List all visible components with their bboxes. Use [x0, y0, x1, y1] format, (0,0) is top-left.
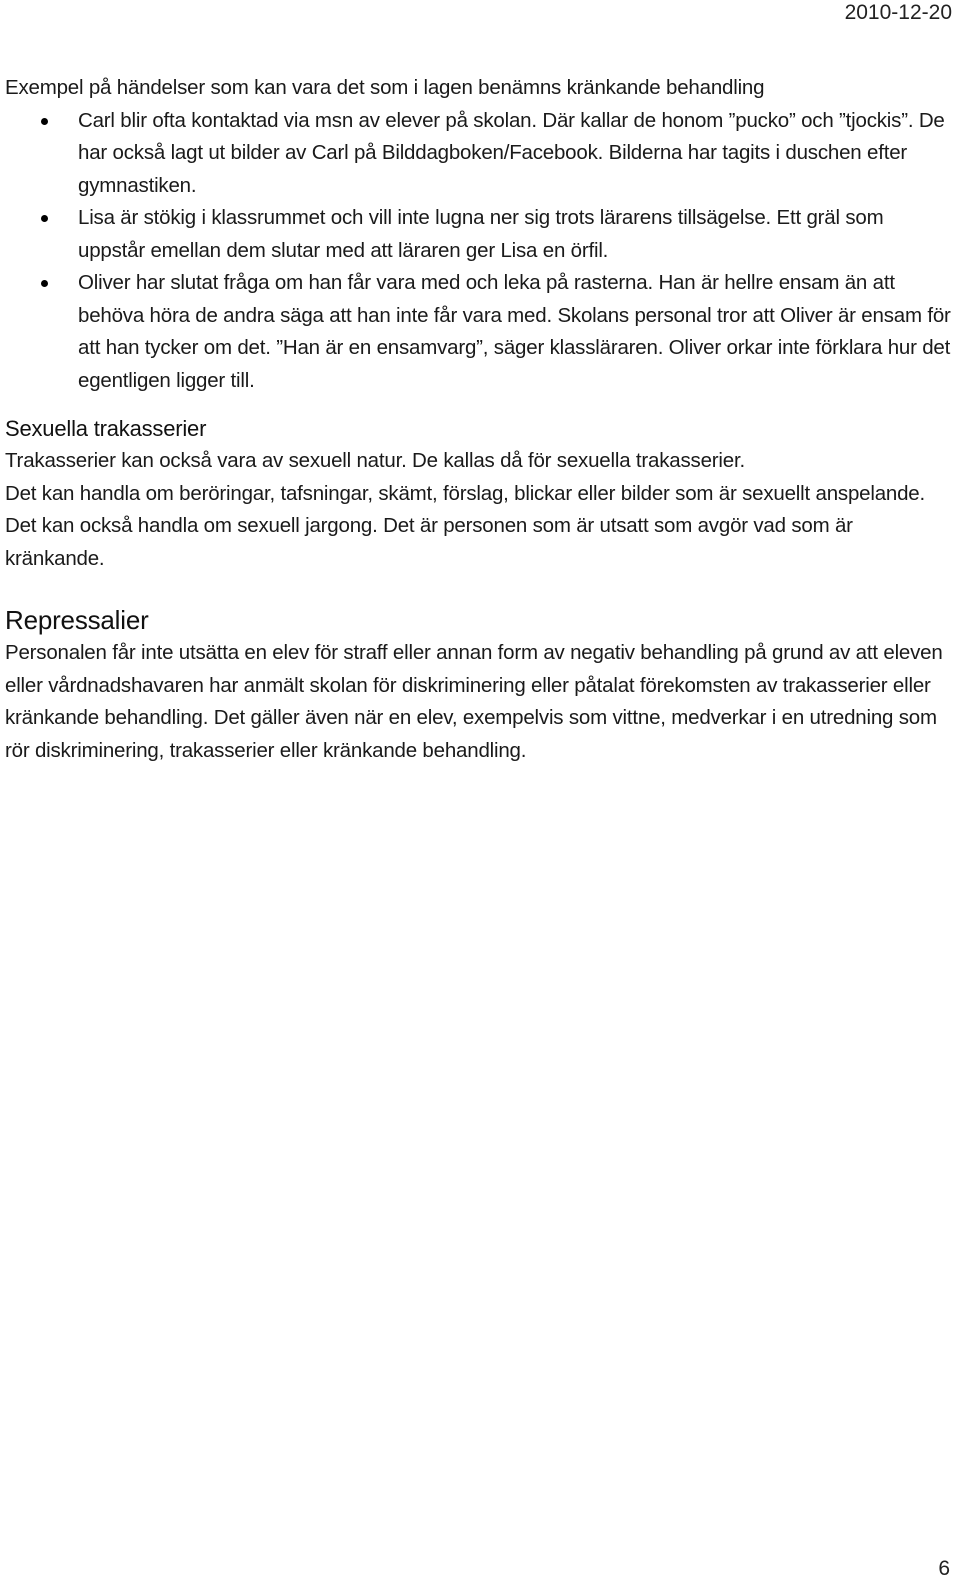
section-heading-sexual-harassment: Sexuella trakasserier — [5, 416, 207, 441]
sexual-harassment-line-1: Trakasserier kan också vara av sexuell natur. De kallas då för sexuella trakasserier. — [5, 449, 745, 472]
examples-list — [5, 105, 955, 398]
header-date: 2010-12-20 — [844, 1, 952, 24]
sexual-harassment-line-2: Det kan handla om beröringar, tafsningar, skämt, förslag, blickar eller bilder som är sexuellt anspelande. Det kan också handla om sexuell jargong. Det är personen som är utsatt som avgör vad som är kränkande. — [5, 481, 926, 570]
list-item — [5, 202, 955, 267]
bullet-icon — [41, 215, 48, 222]
list-item-text: Lisa är stökig i klassrummet och vill inte lugna ner sig trots lärarens tillsägelse. Ett gräl som uppstår emellan dem slutar med att läraren ger Lisa en örfil. — [78, 206, 884, 262]
bullet-icon — [41, 280, 48, 287]
list-item — [5, 267, 955, 397]
reprisals-body: Personalen får inte utsätta en elev för straff eller annan form av negativ behandling på grund av att eleven eller vårdnadshavaren har anmält skolan för diskriminering eller påtalat förekomsten av trakasserier eller kränkande behandling. Det gäller även när en elev, exempelvis som vittne, medverkar i en utredning som rör diskriminering, trakasserier eller kränkande behandling. — [5, 641, 943, 762]
list-item — [5, 105, 955, 203]
examples-intro: Exempel på händelser som kan vara det som i lagen benämns kränkande behandling — [5, 76, 765, 99]
section-heading-reprisals: Repressalier — [5, 605, 149, 635]
bullet-icon — [41, 118, 48, 125]
document-body — [5, 72, 955, 767]
page-number: 6 — [938, 1557, 950, 1580]
list-item-text: Carl blir ofta kontaktad via msn av elever på skolan. Där kallar de honom ”pucko” och ”tjockis”. De har också lagt ut bilder av Carl på Bilddagboken/Facebook. Bilderna har tagits i duschen efter gymnastiken. — [78, 108, 945, 197]
list-item-text: Oliver har slutat fråga om han får vara med och leka på rasterna. Han är hellre ensam än att behöva höra de andra säga att han inte får vara med. Skolans personal tror att Oliver är ensam för att han tycker om det. ”Han är en ensamvarg”, säger klassläraren. Oliver orkar inte förklara hur det egentligen ligger till. — [78, 271, 951, 392]
